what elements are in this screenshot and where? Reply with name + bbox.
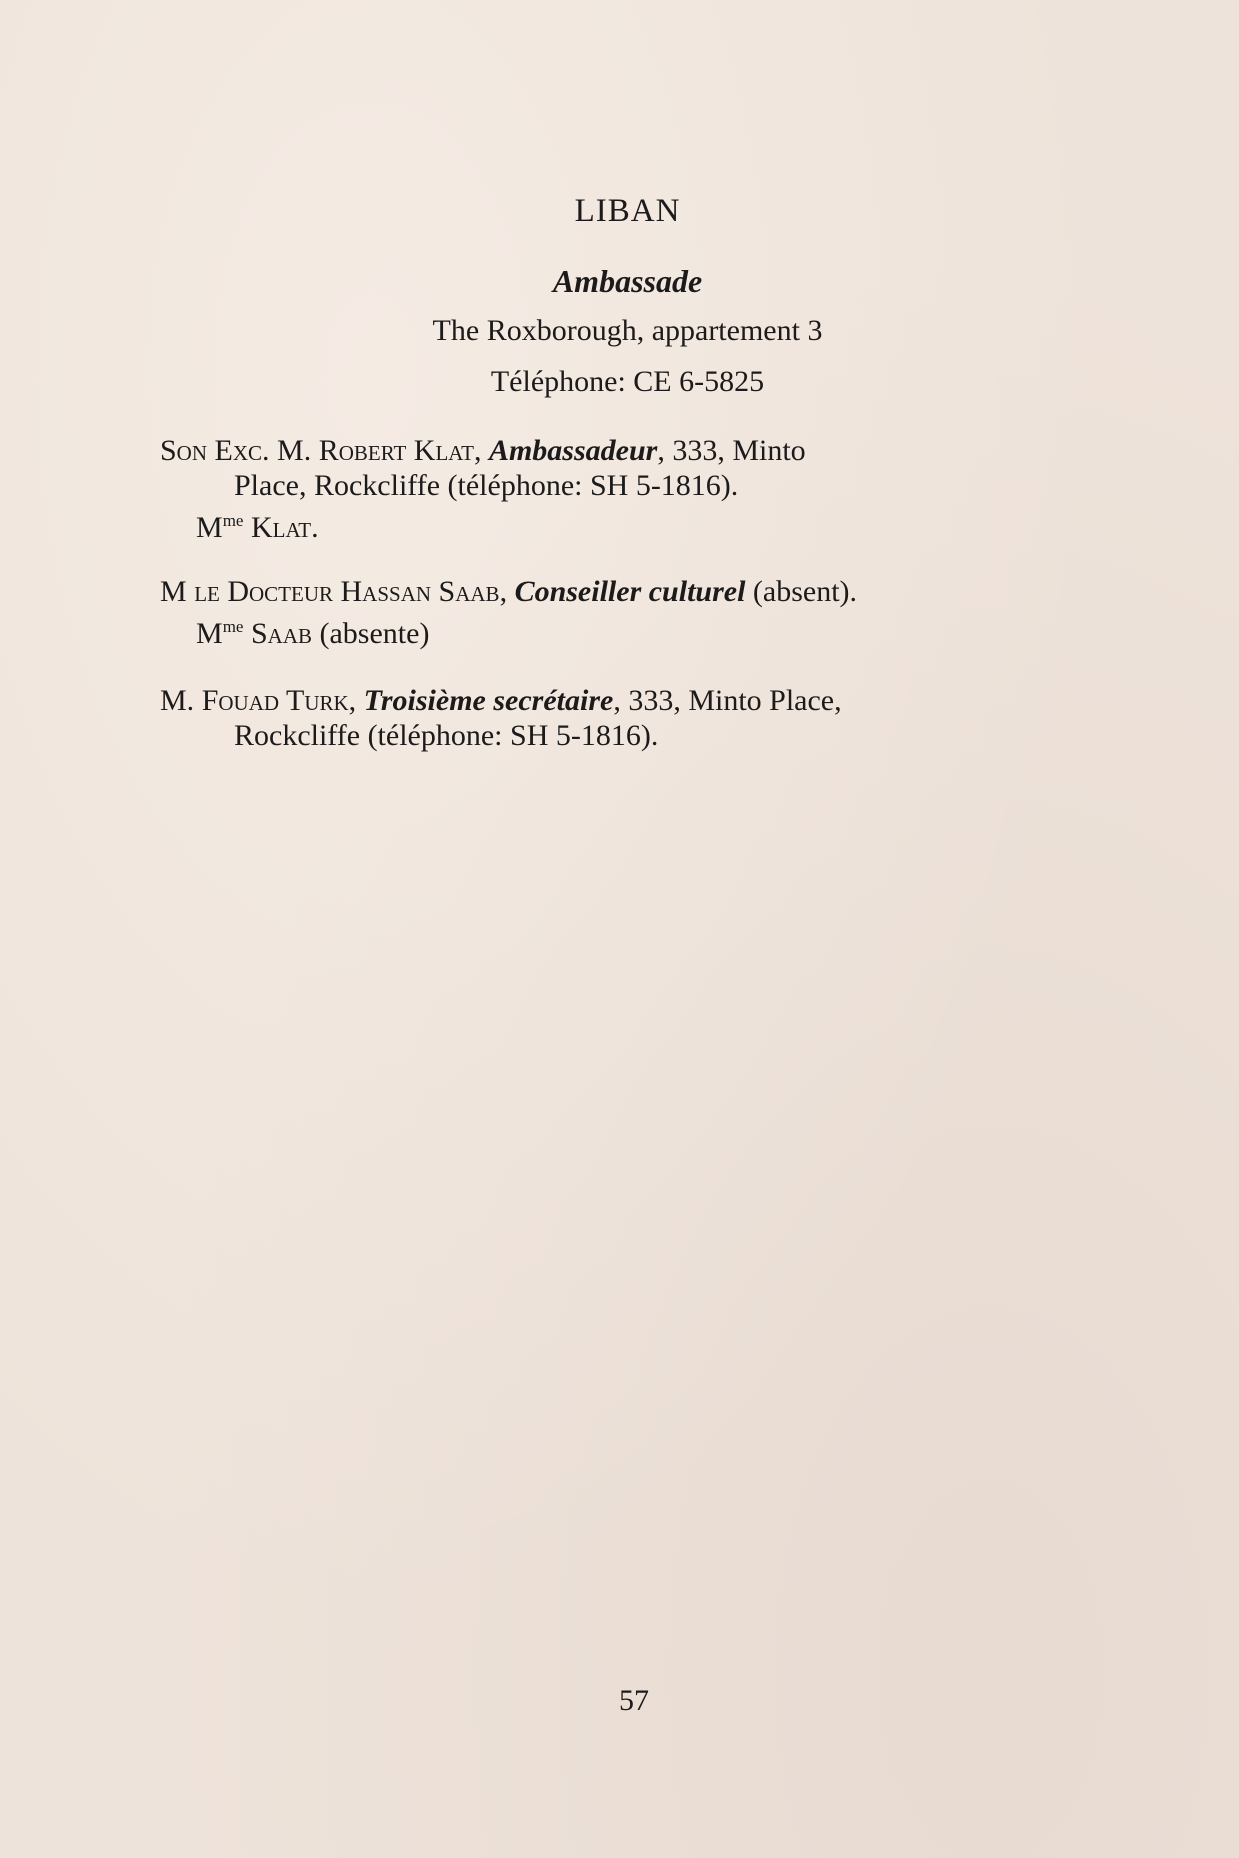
embassy-address: The Roxborough, appartement 3 [432, 314, 823, 347]
entry-separator: , [348, 684, 364, 717]
staff-entry-ambassador [160, 433, 1090, 545]
entry-title: Troisième secrétaire [363, 684, 614, 717]
entry-line [160, 574, 1090, 609]
staff-entry-third-secretary [160, 683, 1090, 753]
entry-name: Fouad Turk [201, 684, 349, 717]
section-subheading: Ambassade [552, 263, 703, 299]
staff-entry-cultural-counsellor [160, 574, 1090, 651]
entry-line [160, 683, 1090, 718]
entry-prefix: Son Exc. M. [160, 434, 319, 467]
spouse-prefix: M [196, 511, 223, 544]
entry-prefix: M [160, 575, 195, 608]
entry-title: Conseiller culturel [514, 575, 746, 608]
spouse-superscript: me [222, 617, 244, 636]
spouse-superscript: me [222, 511, 244, 530]
entry-separator: , [499, 575, 515, 608]
entry-continuation: Place, Rockcliffe (téléphone: SH 5-1816). [234, 469, 739, 502]
entry-rest: , 333, Minto Place, [613, 684, 842, 717]
entry-line [160, 433, 1090, 468]
spouse-name: Saab [243, 617, 312, 650]
page-number: 57 [619, 1684, 649, 1717]
entry-prefix: M. [160, 684, 202, 717]
entry-name: le Docteur Hassan Saab [194, 575, 500, 608]
spouse-suffix: . [311, 511, 319, 544]
entry-name: Robert Klat [318, 434, 474, 467]
spouse-line [160, 609, 1090, 651]
spouse-name: Klat [243, 511, 312, 544]
spouse-prefix: M [196, 617, 223, 650]
entry-rest: (absent). [745, 575, 858, 608]
entry-title: Ambassadeur [488, 434, 658, 467]
spouse-suffix: (absente) [312, 617, 430, 650]
country-heading: LIBAN [574, 193, 681, 229]
entry-separator: , [473, 434, 489, 467]
entry-continuation: Rockcliffe (téléphone: SH 5-1816). [234, 719, 659, 752]
entry-rest: , 333, Minto [657, 434, 806, 467]
embassy-telephone: Téléphone: CE 6-5825 [490, 365, 765, 398]
spouse-line [160, 503, 1090, 545]
